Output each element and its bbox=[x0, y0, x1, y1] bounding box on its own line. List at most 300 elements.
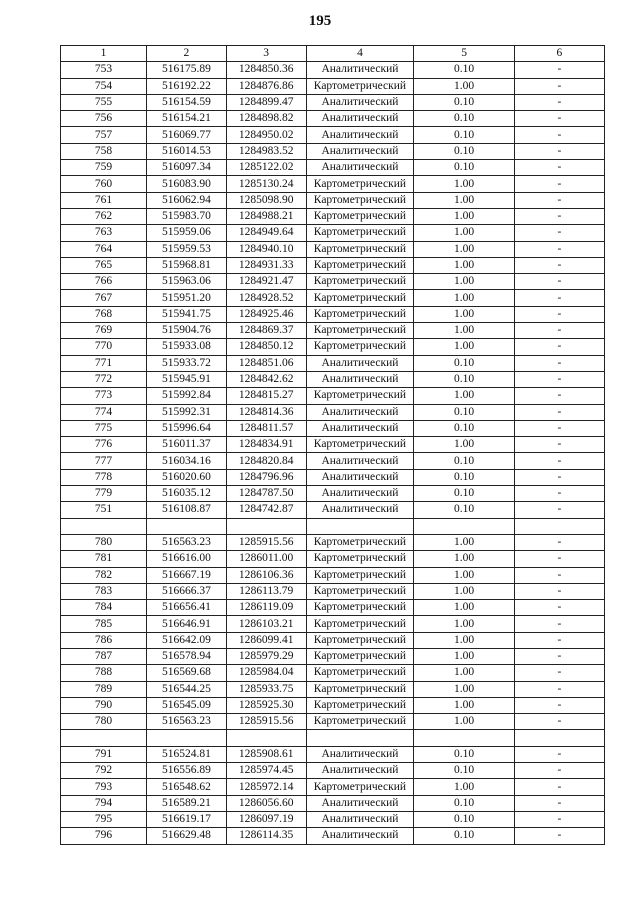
table-cell: Аналитический bbox=[306, 127, 414, 143]
empty-cell bbox=[226, 730, 306, 746]
table-cell: - bbox=[514, 551, 604, 567]
table-cell: Аналитический bbox=[306, 763, 414, 779]
table-cell: 516192.22 bbox=[147, 78, 227, 94]
table-row bbox=[61, 795, 605, 811]
table-row bbox=[61, 437, 605, 453]
table-cell: - bbox=[514, 632, 604, 648]
table-cell: Аналитический bbox=[306, 502, 414, 518]
table-cell: Аналитический bbox=[306, 404, 414, 420]
table-row bbox=[61, 208, 605, 224]
table-cell: 516035.12 bbox=[147, 486, 227, 502]
table-cell: 1.00 bbox=[414, 567, 515, 583]
table-row bbox=[61, 160, 605, 176]
table-cell: - bbox=[514, 111, 604, 127]
table-cell: 1286119.09 bbox=[226, 600, 306, 616]
group-separator-row bbox=[61, 518, 605, 534]
table-cell: - bbox=[514, 225, 604, 241]
table-cell: 1284850.12 bbox=[226, 339, 306, 355]
page-number: 195 bbox=[308, 13, 332, 29]
table-cell: 1286099.41 bbox=[226, 632, 306, 648]
table-cell: 515992.84 bbox=[147, 388, 227, 404]
table-cell: 516563.23 bbox=[147, 714, 227, 730]
table-cell: 515933.72 bbox=[147, 355, 227, 371]
table-row bbox=[61, 681, 605, 697]
table-cell: 778 bbox=[61, 469, 147, 485]
table-cell: 1.00 bbox=[414, 306, 515, 322]
table-cell: Аналитический bbox=[306, 94, 414, 110]
table-cell: 516545.09 bbox=[147, 697, 227, 713]
table-cell: - bbox=[514, 420, 604, 436]
table-cell: 1.00 bbox=[414, 323, 515, 339]
coordinates-table bbox=[60, 45, 605, 845]
empty-cell bbox=[147, 518, 227, 534]
table-cell: 516154.59 bbox=[147, 94, 227, 110]
table-cell: Картометрический bbox=[306, 339, 414, 355]
table-cell: 516083.90 bbox=[147, 176, 227, 192]
table-cell: 0.10 bbox=[414, 486, 515, 502]
table-cell: - bbox=[514, 469, 604, 485]
table-row bbox=[61, 290, 605, 306]
table-cell: 791 bbox=[61, 746, 147, 762]
empty-cell bbox=[414, 730, 515, 746]
table-row bbox=[61, 420, 605, 436]
table-cell: 777 bbox=[61, 453, 147, 469]
table-row bbox=[61, 779, 605, 795]
table-cell: Аналитический bbox=[306, 795, 414, 811]
table-cell: Картометрический bbox=[306, 779, 414, 795]
table-cell: - bbox=[514, 453, 604, 469]
table-cell: 0.10 bbox=[414, 453, 515, 469]
table-row bbox=[61, 746, 605, 762]
table-cell: 1285925.30 bbox=[226, 697, 306, 713]
table-cell: 782 bbox=[61, 567, 147, 583]
table-cell: 515941.75 bbox=[147, 306, 227, 322]
table-cell: Картометрический bbox=[306, 225, 414, 241]
table-row bbox=[61, 94, 605, 110]
table-cell: - bbox=[514, 388, 604, 404]
table-cell: 1285933.75 bbox=[226, 681, 306, 697]
table-cell: 0.10 bbox=[414, 62, 515, 78]
table-cell: 515968.81 bbox=[147, 257, 227, 273]
table-cell: 788 bbox=[61, 665, 147, 681]
table-cell: Картометрический bbox=[306, 388, 414, 404]
table-cell: - bbox=[514, 94, 604, 110]
table-cell: 0.10 bbox=[414, 127, 515, 143]
table-cell: 1286103.21 bbox=[226, 616, 306, 632]
table-cell: Картометрический bbox=[306, 665, 414, 681]
table-cell: 783 bbox=[61, 583, 147, 599]
table-cell: 767 bbox=[61, 290, 147, 306]
table-row bbox=[61, 469, 605, 485]
table-cell: - bbox=[514, 779, 604, 795]
table-cell: Аналитический bbox=[306, 160, 414, 176]
table-cell: Картометрический bbox=[306, 600, 414, 616]
table-cell: - bbox=[514, 404, 604, 420]
table-cell: 1.00 bbox=[414, 632, 515, 648]
table-cell: 0.10 bbox=[414, 111, 515, 127]
table-cell: - bbox=[514, 257, 604, 273]
table-cell: Аналитический bbox=[306, 62, 414, 78]
table-cell: Картометрический bbox=[306, 78, 414, 94]
table-cell: Картометрический bbox=[306, 257, 414, 273]
table-cell: Картометрический bbox=[306, 323, 414, 339]
table-cell: - bbox=[514, 176, 604, 192]
table-cell: - bbox=[514, 714, 604, 730]
table-cell: 516548.62 bbox=[147, 779, 227, 795]
table-cell: 793 bbox=[61, 779, 147, 795]
table-cell: 1284898.82 bbox=[226, 111, 306, 127]
table-cell: 0.10 bbox=[414, 795, 515, 811]
table-cell: 1285908.61 bbox=[226, 746, 306, 762]
table-cell: - bbox=[514, 437, 604, 453]
empty-cell bbox=[61, 518, 147, 534]
table-cell: 1285972.14 bbox=[226, 779, 306, 795]
table-cell: 516642.09 bbox=[147, 632, 227, 648]
table-cell: 516578.94 bbox=[147, 648, 227, 664]
table-cell: - bbox=[514, 371, 604, 387]
table-cell: 766 bbox=[61, 274, 147, 290]
table-cell: 1.00 bbox=[414, 648, 515, 664]
table-row bbox=[61, 127, 605, 143]
table-cell: 1284787.50 bbox=[226, 486, 306, 502]
column-header: 3 bbox=[226, 46, 306, 62]
table-cell: 796 bbox=[61, 828, 147, 844]
table-cell: 1.00 bbox=[414, 616, 515, 632]
table-cell: 775 bbox=[61, 420, 147, 436]
table-cell: 515983.70 bbox=[147, 208, 227, 224]
table-cell: - bbox=[514, 143, 604, 159]
table-cell: 1285984.04 bbox=[226, 665, 306, 681]
table-cell: 1284850.36 bbox=[226, 62, 306, 78]
table-cell: 0.10 bbox=[414, 763, 515, 779]
table-cell: 763 bbox=[61, 225, 147, 241]
table-cell: 516569.68 bbox=[147, 665, 227, 681]
table-cell: 773 bbox=[61, 388, 147, 404]
table-cell: 1.00 bbox=[414, 697, 515, 713]
table-cell: 784 bbox=[61, 600, 147, 616]
table-cell: 516108.87 bbox=[147, 502, 227, 518]
table-cell: 1.00 bbox=[414, 534, 515, 550]
table-cell: 1284928.52 bbox=[226, 290, 306, 306]
table-cell: 515904.76 bbox=[147, 323, 227, 339]
table-cell: 1284834.91 bbox=[226, 437, 306, 453]
table-row bbox=[61, 306, 605, 322]
empty-cell bbox=[514, 730, 604, 746]
table-cell: 0.10 bbox=[414, 160, 515, 176]
table-cell: Картометрический bbox=[306, 551, 414, 567]
table-cell: 1284869.37 bbox=[226, 323, 306, 339]
table-cell: 1284851.06 bbox=[226, 355, 306, 371]
table-cell: Аналитический bbox=[306, 111, 414, 127]
table-cell: 769 bbox=[61, 323, 147, 339]
table-row bbox=[61, 567, 605, 583]
table-cell: 516666.37 bbox=[147, 583, 227, 599]
table-cell: 1284949.64 bbox=[226, 225, 306, 241]
table-cell: 516062.94 bbox=[147, 192, 227, 208]
column-header: 2 bbox=[147, 46, 227, 62]
empty-cell bbox=[226, 518, 306, 534]
table-cell: - bbox=[514, 62, 604, 78]
table-cell: 515996.64 bbox=[147, 420, 227, 436]
table-cell: 516629.48 bbox=[147, 828, 227, 844]
table-cell: 1.00 bbox=[414, 339, 515, 355]
table-cell: 776 bbox=[61, 437, 147, 453]
table-cell: - bbox=[514, 534, 604, 550]
table-header-row bbox=[61, 46, 605, 62]
table-cell: - bbox=[514, 600, 604, 616]
table-cell: 1285122.02 bbox=[226, 160, 306, 176]
table-cell: Картометрический bbox=[306, 241, 414, 257]
table-cell: 1.00 bbox=[414, 388, 515, 404]
table-cell: 792 bbox=[61, 763, 147, 779]
table-cell: 0.10 bbox=[414, 404, 515, 420]
table-cell: 1284876.86 bbox=[226, 78, 306, 94]
table-row bbox=[61, 502, 605, 518]
table-cell: - bbox=[514, 323, 604, 339]
table-cell: - bbox=[514, 697, 604, 713]
table-row bbox=[61, 388, 605, 404]
table-cell: 516097.34 bbox=[147, 160, 227, 176]
table-cell: 1285979.29 bbox=[226, 648, 306, 664]
table-cell: 760 bbox=[61, 176, 147, 192]
table-cell: - bbox=[514, 681, 604, 697]
table-cell: Аналитический bbox=[306, 355, 414, 371]
table-row bbox=[61, 648, 605, 664]
table-cell: 1284815.27 bbox=[226, 388, 306, 404]
table-body bbox=[61, 62, 605, 844]
table-cell: 1286011.00 bbox=[226, 551, 306, 567]
table-cell: - bbox=[514, 78, 604, 94]
empty-cell bbox=[306, 518, 414, 534]
table-cell: - bbox=[514, 746, 604, 762]
table-cell: 0.10 bbox=[414, 811, 515, 827]
column-header: 6 bbox=[514, 46, 604, 62]
table-row bbox=[61, 62, 605, 78]
table-cell: - bbox=[514, 208, 604, 224]
table-cell: 1284931.33 bbox=[226, 257, 306, 273]
table-cell: 764 bbox=[61, 241, 147, 257]
table-cell: - bbox=[514, 241, 604, 257]
table-cell: 785 bbox=[61, 616, 147, 632]
table-cell: 1285974.45 bbox=[226, 763, 306, 779]
table-row bbox=[61, 192, 605, 208]
table-cell: 1.00 bbox=[414, 665, 515, 681]
table-cell: 516069.77 bbox=[147, 127, 227, 143]
table-cell: 1284983.52 bbox=[226, 143, 306, 159]
table-cell: Картометрический bbox=[306, 192, 414, 208]
table-cell: 516154.21 bbox=[147, 111, 227, 127]
column-header: 1 bbox=[61, 46, 147, 62]
table-cell: 779 bbox=[61, 486, 147, 502]
table-cell: 516563.23 bbox=[147, 534, 227, 550]
table-cell: Картометрический bbox=[306, 208, 414, 224]
table-cell: 1284820.84 bbox=[226, 453, 306, 469]
table-cell: 1.00 bbox=[414, 78, 515, 94]
table-cell: 1.00 bbox=[414, 714, 515, 730]
table-cell: - bbox=[514, 763, 604, 779]
table-cell: - bbox=[514, 616, 604, 632]
table-cell: 516556.89 bbox=[147, 763, 227, 779]
table-row bbox=[61, 339, 605, 355]
table-cell: 1284796.96 bbox=[226, 469, 306, 485]
table-cell: 1285915.56 bbox=[226, 714, 306, 730]
table-cell: - bbox=[514, 486, 604, 502]
table-cell: 1284950.02 bbox=[226, 127, 306, 143]
table-cell: 1284742.87 bbox=[226, 502, 306, 518]
table-row bbox=[61, 323, 605, 339]
table-cell: 789 bbox=[61, 681, 147, 697]
table-row bbox=[61, 371, 605, 387]
table-cell: Картометрический bbox=[306, 567, 414, 583]
table-cell: 780 bbox=[61, 534, 147, 550]
table-cell: 765 bbox=[61, 257, 147, 273]
table-cell: 516034.16 bbox=[147, 453, 227, 469]
table-cell: 516175.89 bbox=[147, 62, 227, 78]
table-row bbox=[61, 78, 605, 94]
table-cell: 1.00 bbox=[414, 437, 515, 453]
table-cell: Картометрический bbox=[306, 648, 414, 664]
table-cell: 1.00 bbox=[414, 779, 515, 795]
table-cell: - bbox=[514, 290, 604, 306]
table-cell: Аналитический bbox=[306, 746, 414, 762]
table-cell: 0.10 bbox=[414, 355, 515, 371]
table-cell: Картометрический bbox=[306, 437, 414, 453]
table-cell: 1286097.19 bbox=[226, 811, 306, 827]
table-cell: 795 bbox=[61, 811, 147, 827]
table-cell: 1284811.57 bbox=[226, 420, 306, 436]
table-row bbox=[61, 404, 605, 420]
empty-cell bbox=[306, 730, 414, 746]
table-row bbox=[61, 616, 605, 632]
table-cell: 516011.37 bbox=[147, 437, 227, 453]
table-cell: - bbox=[514, 811, 604, 827]
table-row bbox=[61, 763, 605, 779]
table-cell: 515945.91 bbox=[147, 371, 227, 387]
table-cell: Аналитический bbox=[306, 811, 414, 827]
table-cell: 516646.91 bbox=[147, 616, 227, 632]
table-cell: 1284940.10 bbox=[226, 241, 306, 257]
table-cell: 1285130.24 bbox=[226, 176, 306, 192]
table-cell: Картометрический bbox=[306, 290, 414, 306]
table-cell: 0.10 bbox=[414, 469, 515, 485]
table-cell: 1.00 bbox=[414, 290, 515, 306]
table-row bbox=[61, 241, 605, 257]
table-cell: 0.10 bbox=[414, 420, 515, 436]
table-row bbox=[61, 274, 605, 290]
table-cell: 1.00 bbox=[414, 241, 515, 257]
table-cell: Картометрический bbox=[306, 274, 414, 290]
table-cell: - bbox=[514, 274, 604, 290]
table-cell: - bbox=[514, 339, 604, 355]
table-row bbox=[61, 176, 605, 192]
table-cell: 772 bbox=[61, 371, 147, 387]
table-cell: 758 bbox=[61, 143, 147, 159]
table-cell: 1.00 bbox=[414, 208, 515, 224]
table-row bbox=[61, 111, 605, 127]
table-row bbox=[61, 534, 605, 550]
table-row bbox=[61, 632, 605, 648]
table-cell: 1286114.35 bbox=[226, 828, 306, 844]
table-cell: Аналитический bbox=[306, 486, 414, 502]
table-cell: 0.10 bbox=[414, 746, 515, 762]
table-row bbox=[61, 257, 605, 273]
table-cell: 1.00 bbox=[414, 176, 515, 192]
table-cell: Аналитический bbox=[306, 453, 414, 469]
table-cell: 516544.25 bbox=[147, 681, 227, 697]
table-cell: 0.10 bbox=[414, 828, 515, 844]
table-cell: 774 bbox=[61, 404, 147, 420]
table-cell: 516524.81 bbox=[147, 746, 227, 762]
empty-cell bbox=[514, 518, 604, 534]
group-separator-row bbox=[61, 730, 605, 746]
table-cell: Аналитический bbox=[306, 371, 414, 387]
table-cell: 1284921.47 bbox=[226, 274, 306, 290]
table-cell: Картометрический bbox=[306, 697, 414, 713]
table-cell: 1284842.62 bbox=[226, 371, 306, 387]
table-cell: Картометрический bbox=[306, 176, 414, 192]
table-cell: 1286056.60 bbox=[226, 795, 306, 811]
table-cell: Аналитический bbox=[306, 420, 414, 436]
table-cell: - bbox=[514, 795, 604, 811]
table-cell: 754 bbox=[61, 78, 147, 94]
table-cell: 768 bbox=[61, 306, 147, 322]
table-cell: 1.00 bbox=[414, 225, 515, 241]
table-cell: 1284925.46 bbox=[226, 306, 306, 322]
table-cell: 516020.60 bbox=[147, 469, 227, 485]
table-cell: 1285098.90 bbox=[226, 192, 306, 208]
column-header: 4 bbox=[306, 46, 414, 62]
table-cell: 759 bbox=[61, 160, 147, 176]
table-cell: 1.00 bbox=[414, 600, 515, 616]
table-cell: 1285915.56 bbox=[226, 534, 306, 550]
table-cell: 1284988.21 bbox=[226, 208, 306, 224]
empty-cell bbox=[147, 730, 227, 746]
table-row bbox=[61, 551, 605, 567]
table-cell: - bbox=[514, 160, 604, 176]
table-row bbox=[61, 828, 605, 844]
table-cell: Картометрический bbox=[306, 534, 414, 550]
table-cell: 780 bbox=[61, 714, 147, 730]
table-cell: 516619.17 bbox=[147, 811, 227, 827]
table-row bbox=[61, 453, 605, 469]
table-cell: 515959.06 bbox=[147, 225, 227, 241]
table-cell: 516616.00 bbox=[147, 551, 227, 567]
table-cell: Картометрический bbox=[306, 583, 414, 599]
table-row bbox=[61, 143, 605, 159]
table-cell: 762 bbox=[61, 208, 147, 224]
table-cell: 516667.19 bbox=[147, 567, 227, 583]
table-cell: 0.10 bbox=[414, 502, 515, 518]
column-header: 5 bbox=[414, 46, 515, 62]
table-cell: 515992.31 bbox=[147, 404, 227, 420]
table-cell: 1286113.79 bbox=[226, 583, 306, 599]
table-cell: 753 bbox=[61, 62, 147, 78]
table-row bbox=[61, 811, 605, 827]
table-cell: Картометрический bbox=[306, 632, 414, 648]
table-cell: 1284814.36 bbox=[226, 404, 306, 420]
table-row bbox=[61, 225, 605, 241]
table-cell: 761 bbox=[61, 192, 147, 208]
table-cell: 755 bbox=[61, 94, 147, 110]
table-cell: Аналитический bbox=[306, 828, 414, 844]
table-row bbox=[61, 486, 605, 502]
table-cell: 1.00 bbox=[414, 274, 515, 290]
table-cell: 0.10 bbox=[414, 94, 515, 110]
table-cell: 790 bbox=[61, 697, 147, 713]
table-cell: 751 bbox=[61, 502, 147, 518]
table-cell: 757 bbox=[61, 127, 147, 143]
table-cell: 1286106.36 bbox=[226, 567, 306, 583]
